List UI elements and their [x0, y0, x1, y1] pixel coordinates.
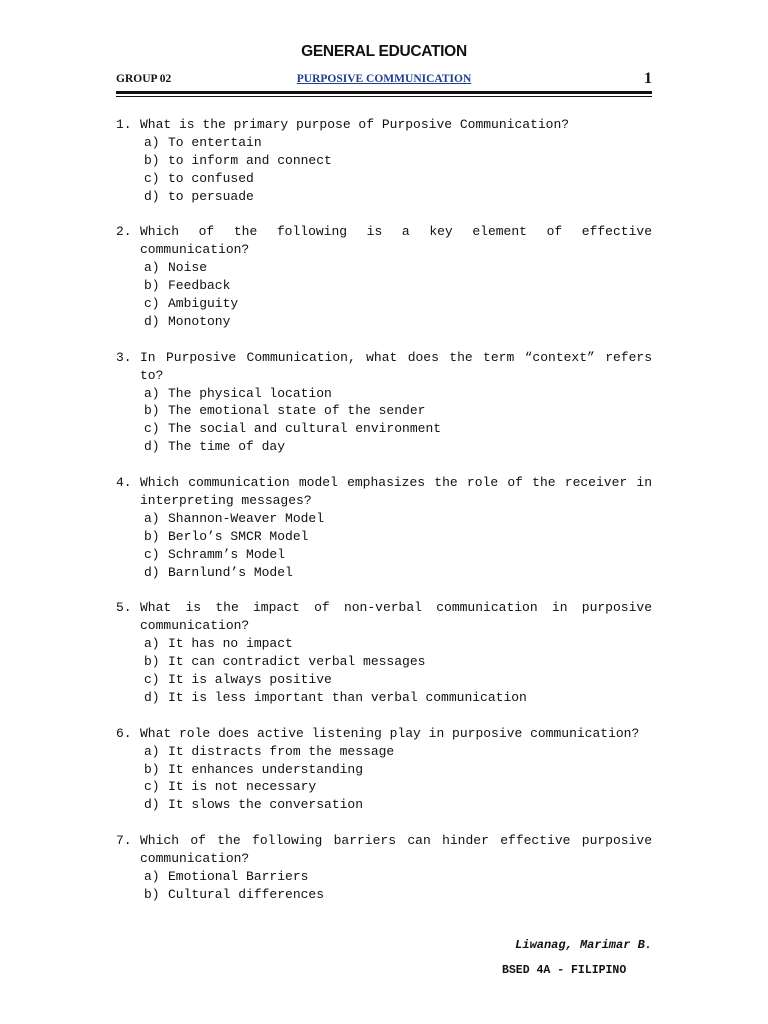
- option-letter: b): [144, 528, 160, 544]
- option-letter: d): [144, 313, 160, 329]
- option-a: [144, 868, 652, 886]
- option-c: [144, 295, 652, 313]
- option-letter: d): [144, 188, 160, 204]
- question-stem: [116, 349, 652, 385]
- option-text: It has no impact: [168, 636, 293, 652]
- option-text: to confused: [168, 170, 254, 186]
- question-6: [116, 725, 652, 815]
- page-number: 1: [644, 70, 652, 87]
- option-text: Berlo’s SMCR Model: [168, 528, 309, 544]
- question-text: In Purposive Communication, what does the term “context” refers to?: [140, 349, 652, 383]
- question-3: [116, 349, 652, 456]
- option-letter: d): [144, 797, 160, 813]
- option-text: Feedback: [168, 278, 231, 294]
- page-title: GENERAL EDUCATION: [301, 43, 467, 60]
- option-list: [116, 743, 652, 815]
- option-c: [144, 420, 652, 438]
- header-rule-thin: [116, 96, 652, 97]
- group-label: GROUP 02: [116, 73, 172, 85]
- option-text: It is always positive: [168, 672, 332, 688]
- header-row: [116, 70, 652, 91]
- question-number: 3.: [116, 349, 132, 365]
- option-text: It can contradict verbal messages: [168, 654, 426, 670]
- question-stem: [116, 474, 652, 510]
- option-a: [144, 259, 652, 277]
- option-d: [144, 188, 652, 206]
- option-letter: a): [144, 636, 160, 652]
- option-letter: d): [144, 439, 160, 455]
- option-list: [116, 868, 652, 904]
- option-text: to persuade: [168, 188, 254, 204]
- option-text: Noise: [168, 260, 208, 276]
- option-text: It slows the conversation: [168, 797, 364, 813]
- option-list: [116, 134, 652, 206]
- option-list: [116, 510, 652, 582]
- option-text: Cultural differences: [168, 886, 325, 902]
- option-text: to inform and connect: [168, 152, 332, 168]
- option-a: [144, 134, 652, 152]
- option-text: The physical location: [168, 385, 332, 401]
- option-letter: a): [144, 743, 160, 759]
- question-number: 7.: [116, 833, 132, 849]
- option-d: [144, 313, 652, 331]
- option-a: [144, 743, 652, 761]
- question-5: [116, 599, 652, 706]
- option-text: The social and cultural environment: [168, 421, 442, 437]
- question-text: Which of the following barriers can hinder effective purposive communication?: [140, 833, 652, 867]
- option-text: The time of day: [168, 439, 286, 455]
- question-text: Which communication model emphasizes the role of the receiver in interpreting messages?: [140, 475, 652, 508]
- question-stem: [116, 832, 652, 868]
- option-letter: a): [144, 134, 160, 150]
- option-c: [144, 671, 652, 689]
- option-letter: d): [144, 689, 160, 705]
- question-text: What role does active listening play in purposive communication?: [140, 725, 640, 741]
- option-b: [144, 886, 652, 904]
- question-2: [116, 223, 652, 330]
- question-stem: [116, 599, 652, 635]
- course-label: BSED 4A - FILIPINO: [502, 964, 627, 977]
- option-text: Emotional Barriers: [168, 868, 309, 884]
- option-c: [144, 546, 652, 564]
- question-text: Which of the following is a key element of effective communication?: [140, 224, 652, 258]
- question-4: [116, 474, 652, 581]
- question-number: 2.: [116, 224, 132, 240]
- option-list: [116, 385, 652, 457]
- question-list: [116, 116, 652, 922]
- option-letter: a): [144, 385, 160, 401]
- option-b: [144, 761, 652, 779]
- option-letter: b): [144, 761, 160, 777]
- question-text: What is the impact of non-verbal communication in purposive communication?: [140, 600, 652, 634]
- option-list: [116, 635, 652, 707]
- option-a: [144, 385, 652, 403]
- option-text: Schramm’s Model: [168, 546, 286, 562]
- option-letter: c): [144, 546, 160, 562]
- option-letter: d): [144, 564, 160, 580]
- subject-title: PURPOSIVE COMMUNICATION: [296, 73, 472, 85]
- option-text: Barnlund’s Model: [168, 564, 293, 580]
- question-number: 4.: [116, 475, 132, 491]
- option-d: [144, 796, 652, 814]
- option-b: [144, 152, 652, 170]
- option-text: Ambiguity: [168, 296, 239, 312]
- question-1: [116, 116, 652, 206]
- question-number: 1.: [116, 117, 132, 132]
- option-c: [144, 170, 652, 188]
- question-stem: [116, 116, 652, 134]
- option-b: [144, 528, 652, 546]
- option-letter: a): [144, 260, 160, 276]
- option-text: It is not necessary: [168, 779, 317, 795]
- option-text: It enhances understanding: [168, 761, 364, 777]
- option-letter: a): [144, 510, 160, 526]
- option-d: [144, 438, 652, 456]
- option-letter: a): [144, 868, 160, 884]
- option-letter: b): [144, 152, 160, 168]
- option-text: To entertain: [168, 134, 262, 150]
- option-text: It distracts from the message: [168, 743, 395, 759]
- option-d: [144, 689, 652, 707]
- option-letter: c): [144, 421, 160, 437]
- option-text: The emotional state of the sender: [168, 403, 426, 419]
- option-list: [116, 259, 652, 331]
- option-letter: b): [144, 403, 160, 419]
- question-stem: [116, 725, 652, 743]
- question-stem: [116, 223, 652, 259]
- option-d: [144, 564, 652, 582]
- question-number: 5.: [116, 600, 132, 616]
- option-a: [144, 635, 652, 653]
- option-text: Shannon-Weaver Model: [168, 510, 325, 526]
- question-text: What is the primary purpose of Purposive Communication?: [140, 117, 570, 132]
- option-c: [144, 778, 652, 796]
- option-letter: b): [144, 278, 160, 294]
- option-letter: c): [144, 296, 160, 312]
- option-text: Monotony: [168, 313, 231, 329]
- option-letter: c): [144, 779, 160, 795]
- option-b: [144, 653, 652, 671]
- option-b: [144, 402, 652, 420]
- option-letter: b): [144, 886, 160, 902]
- question-number: 6.: [116, 725, 132, 741]
- option-letter: c): [144, 170, 160, 186]
- option-a: [144, 510, 652, 528]
- question-7: [116, 832, 652, 904]
- option-b: [144, 277, 652, 295]
- author-name: Liwanag, Marimar B.: [515, 938, 652, 952]
- option-text: It is less important than verbal communication: [168, 689, 527, 705]
- option-letter: c): [144, 672, 160, 688]
- option-letter: b): [144, 654, 160, 670]
- header-rule-thick: [116, 91, 652, 94]
